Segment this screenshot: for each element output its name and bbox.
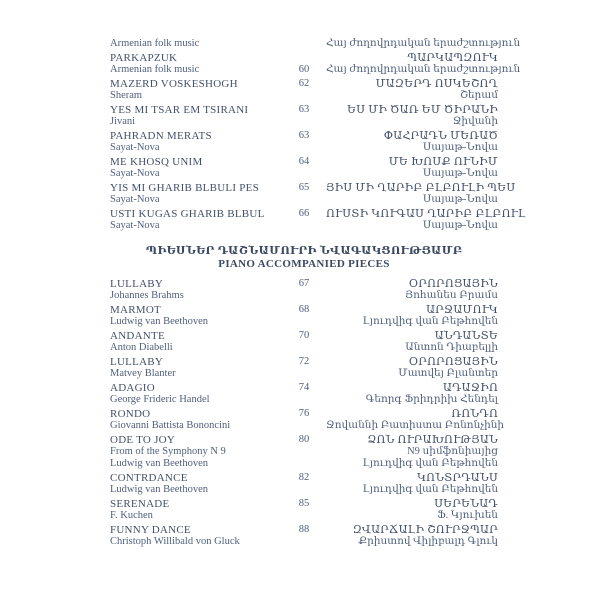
entry-english-column [110,472,282,496]
entry-title-en: YES MI TSAR EM TSIRANI [110,104,249,116]
entry-page-number: 66 [298,208,310,219]
entry-page-number-column [282,278,326,290]
toc-entry [110,52,521,76]
entry-author-hy: Սայաթ-Նովա [422,220,498,231]
entry-author-en: Ludwig van Beethoven [110,316,208,327]
toc-entry [110,472,498,496]
entry-armenian-column [326,498,498,522]
entry-title-hy: ՍԵՐԵՆԱԴ [434,498,498,510]
entry-armenian-column [326,78,498,102]
entry-armenian-column [326,156,498,180]
entry-armenian-column [326,524,498,548]
entry-page-number: 62 [298,78,310,89]
entry-title-en: LULLABY [110,356,164,368]
entry-page-number-column [282,130,326,142]
entry-author-en: Armenian folk music [110,64,200,75]
entry-author-hy: Սայաթ-Նովա [422,194,498,205]
section-header [110,245,498,271]
entry-armenian-column [326,104,498,128]
toc-entry [110,330,498,354]
entry-author-hy: Հայ ժողովրդական երաժշտություն [326,64,521,75]
toc [110,38,526,550]
entry-armenian-column [326,330,498,354]
entry-title-hy: ՈՒՍՏԻ ԿՈՒԳԱՍ ՂԱՐԻԲ ԲԼԲՈՒԼ [326,208,526,220]
entry-english-column [110,78,282,102]
entry-title-en: LULLABY [110,278,164,290]
entry-page-number-column [282,182,326,194]
entry-title-hy: ՕՐՈՐՈՑԱՅԻՆ [408,278,498,290]
entry-page-number-column [282,408,326,420]
entry-title-en: USTI KUGAS GHARIB BLBUL [110,208,265,220]
entry-title-en: ADAGIO [110,382,155,394]
entry-title-en: MAZERD VOSKESHOGH [110,78,238,90]
entry-english-column [110,38,282,50]
entry-page-number: 72 [298,356,310,367]
entry-armenian-column [326,382,498,406]
toc-entry [110,78,498,102]
entry-english-column [110,182,282,206]
entry-armenian-column [326,52,521,76]
entry-author-hy: N9 սիմֆոնիայից [407,446,498,457]
entry-title-en: SERENADE [110,498,170,510]
entry-english-column [110,130,282,154]
entry-title-en: ODE TO JOY [110,434,176,446]
entry-author-en: Ludwig van Beethoven [110,458,208,469]
entry-page-number: 70 [298,330,310,341]
entry-author-en: Matvey Blanter [110,368,176,379]
entry-english-column [110,408,282,432]
entry-title-en: YIS MI GHARIB BLBULI PES [110,182,260,194]
entry-title-en: ME KHOSQ UNIM [110,156,203,168]
entry-author-en: Giovanni Battista Bononcini [110,420,231,431]
entry-author-en: F. Kuchen [110,510,153,521]
entry-armenian-column [326,130,498,154]
toc-entry [110,304,498,328]
entry-armenian-column [326,182,516,206]
entry-title-en: CONTRDANCE [110,472,188,484]
entry-armenian-column [326,278,498,302]
entry-page-number-column [282,52,326,76]
toc-entry [110,104,498,128]
toc-entry [110,156,498,180]
entry-author-en: Sayat-Nova [110,168,160,179]
entry-english-column [110,278,282,302]
entry-title-hy: ԱՆԴԱՆՏԵ [434,330,498,342]
entry-author-en: Sayat-Nova [110,220,160,231]
entry-english-column [110,52,282,76]
entry-page-number: 76 [298,408,310,419]
entry-page-number-column [282,304,326,316]
entry-page-number: 74 [298,382,310,393]
entry-author-hy: Լյուդվիգ վան Բեթհովեն [362,484,498,495]
entry-page-number-column [282,472,326,484]
entry-english-column [110,356,282,380]
entry-title-en: PARKAPZUK [110,52,178,64]
entry-title-hy: ՌՈՆԴՈ [451,408,498,420]
entry-armenian-column [326,472,498,496]
entry-english-column [110,156,282,180]
entry-author-hy: Լյուդվիգ վան Բեթհովեն [362,316,498,327]
toc-entry [110,182,516,206]
entry-title-hy: ԶՎԱՐՃԱԼԻ ՇՈՒՐՋՊԱՐ [352,524,498,536]
entry-page-number-column [282,104,326,116]
entry-author-hy: Քրիստով Վիլիբալդ Գլուկ [358,536,498,547]
entry-title-hy: ՅԻՍ ՄԻ ՂԱՐԻԲ ԲԼԲՈՒԼԻ ՊԵՍ [326,182,516,194]
toc-entry [110,524,498,548]
section-header-hy: ՊԻԵՍՆԵՐ ԴԱՇՆԱՄՈՒՐԻ ՆՎԱԳԱԿՑՈՒԹՅԱՄԲ [145,245,463,257]
toc-entry [110,356,498,380]
entry-title-en: PAHRADN MERATS [110,130,212,142]
entry-author-en: Johannes Brahms [110,290,184,301]
entry-title-en: ANDANTE [110,330,165,342]
toc-entry [110,382,498,406]
entry-english-column [110,330,282,354]
entry-author-en: Christoph Willibald von Gluck [110,536,240,547]
toc-entry [110,38,521,50]
entry-armenian-column [326,38,521,50]
entry-title-en: FUNNY DANCE [110,524,191,536]
entry-author-en: Armenian folk music [110,38,200,49]
entry-page-number: 80 [298,434,310,445]
entry-title-en: MARMOT [110,304,162,316]
toc-entry [110,498,498,522]
entry-page-number: 85 [298,498,310,509]
entry-title-hy: ՄԵ ԽՈՍՔ ՈՒՆԻՄ [388,156,498,168]
entry-title-en: RONDO [110,408,151,420]
entry-author-hy: Ջովաննի Բատիստա Բոնոնչինի [326,420,505,431]
entry-page-number-column [282,356,326,368]
entry-author-hy: Շերամ [460,90,498,101]
entry-author-en: Jivani [110,116,136,127]
entry-armenian-column [326,208,526,232]
entry-title-hy: ՕՐՈՐՈՑԱՅԻՆ [408,356,498,368]
entry-author-hy: Սայաթ-Նովա [422,142,498,153]
entry-english-column [110,434,282,470]
section-header-en: PIANO ACCOMPANIED PIECES [218,258,390,270]
entry-page-number-column [282,498,326,510]
entry-armenian-column [326,304,498,328]
entry-author-hy: Անտոն Դիաբելլի [405,342,498,353]
entry-title-hy: ՄԱԶԵՐԴ ՈՍԿԵՇՈՂ [375,78,498,90]
entry-page-number-column [282,330,326,342]
entry-page-number: 82 [298,472,310,483]
entry-english-column [110,498,282,522]
entry-page-number-column [282,78,326,90]
entry-title-hy: ՊԱՐԿԱՊԶՈՒԿ [407,52,498,64]
entry-author-hy: Սայաթ-Նովա [422,168,498,179]
entry-page-number-column [282,382,326,394]
entry-title-hy: ԵՍ ՄԻ ԾԱՌ ԵՄ ԾԻՐԱՆԻ [347,104,498,116]
entry-author-en: Ludwig van Beethoven [110,484,208,495]
entry-author-hy: Գեորգ Ֆրիդրիխ Հենդել [365,394,498,405]
entry-english-column [110,382,282,406]
entry-page-number: 64 [298,156,310,167]
entry-author-hy: Լյուդվիգ վան Բեթհովեն [362,458,498,469]
entry-page-number: 63 [298,104,310,115]
entry-page-number: 65 [298,182,310,193]
entry-author-en: Sayat-Nova [110,142,160,153]
entry-author-hy: Մատվեյ Բլանտեր [398,368,498,379]
entry-english-column [110,208,282,232]
entry-title-hy: ԱՐՋԱՄՈՒԿ [426,304,498,316]
toc-entry [110,434,498,470]
toc-entry [110,278,498,302]
entry-title-hy: ԿՈՆՏՐԴԱՆՍ [417,472,498,484]
entry-page-number: 63 [298,130,310,141]
entry-author-en: Sayat-Nova [110,194,160,205]
entry-page-number-column [282,156,326,168]
entry-title-hy: ՁՈՆ ՈՒՐԱԽՈՒԹՅԱՆ [367,434,498,446]
toc-entry [110,130,498,154]
entry-armenian-column [326,434,498,470]
entry-title-hy: ՓԱՀՐԱԴՆ ՄԵՌԱԾ [383,130,498,142]
entry-author-en: Anton Diabelli [110,342,173,353]
entry-english-column [110,524,282,548]
entry-author-hy: Ջիվանի [452,116,498,127]
entry-page-number-column [282,208,326,220]
entry-author-en: George Frideric Handel [110,394,210,405]
entry-author-en: Sheram [110,90,143,101]
entry-title-hy: ԱԴԱՋԻՈ [442,382,498,394]
entry-author-hy: Յոհանես Բրամս [405,290,498,301]
entry-page-number: 68 [298,304,310,315]
entry-page-number: 67 [298,278,310,289]
toc-entry [110,208,526,232]
toc-entry [110,408,505,432]
entry-page-number-column [282,434,326,446]
entry-english-column [110,304,282,328]
entry-page-number: 60 [298,64,310,75]
entry-armenian-column [326,356,498,380]
entry-author-hy: Հայ ժողովրդական երաժշտություն [326,38,521,49]
entry-author-en: From of the Symphony N 9 [110,446,226,457]
entry-page-number: 88 [298,524,310,535]
entry-author-hy: Ֆ. Կյուխեն [437,510,498,521]
entry-armenian-column [326,408,505,432]
entry-english-column [110,104,282,128]
entry-page-number-column [282,524,326,536]
